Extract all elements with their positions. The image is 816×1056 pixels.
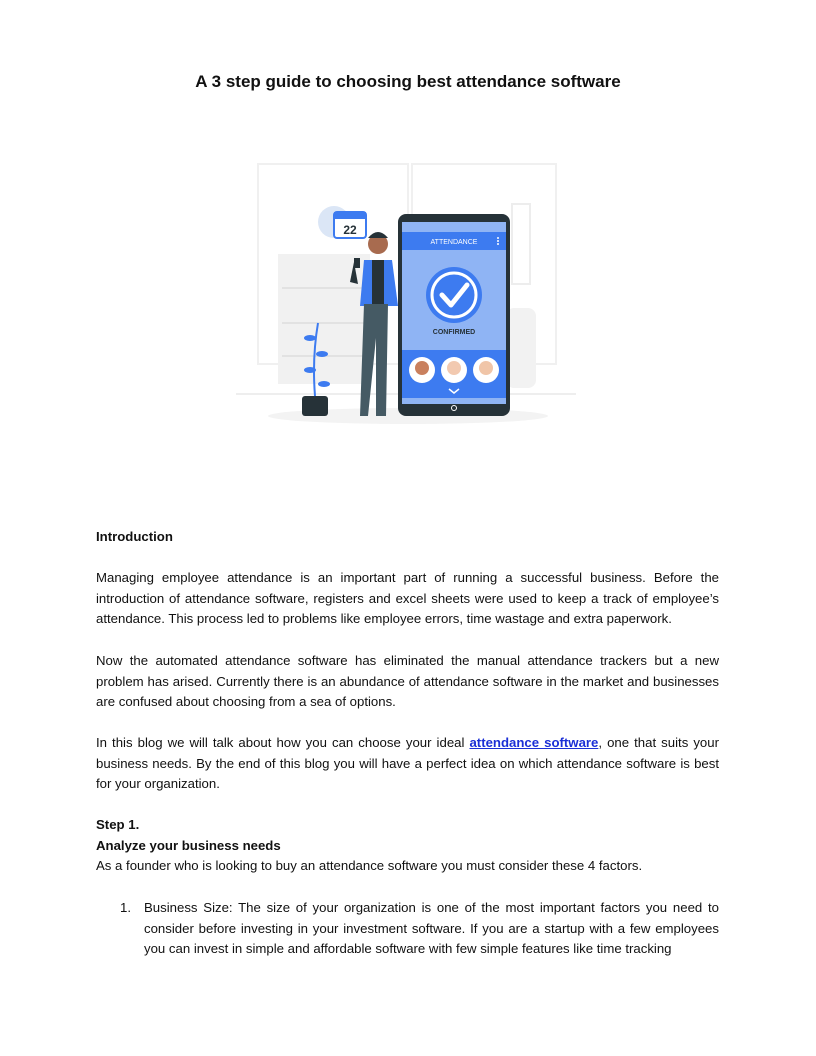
paragraph-1-text: Managing employee attendance is an important part of running a successful business. Before the introduction of attendance software, registers and excel sheets were used to keep a track of employee’s attendance. This process led to problems like employee errors, time wastage and extra paperwork. <box>96 570 719 627</box>
avatar-row <box>409 357 499 383</box>
paragraph-3-after: , one that suits your business needs. By the end of this blog you will have a perfect idea on which attendance software is best for your organization. <box>96 735 719 792</box>
attendance-software-link[interactable]: attendance software <box>469 735 599 750</box>
phone-header-label: ATTENDANCE <box>430 239 478 246</box>
intro-heading: Introduction <box>96 529 173 544</box>
attendance-illustration <box>226 158 590 438</box>
kebab-menu-icon <box>497 237 499 245</box>
paragraph-2 <box>96 651 719 713</box>
status-label: CONFIRMED <box>432 329 476 336</box>
intro-section <box>96 527 719 548</box>
step-1-heading: Step 1. <box>96 817 140 832</box>
paragraph-3 <box>96 733 719 795</box>
paragraph-1 <box>96 568 719 630</box>
phone-mockup <box>398 214 510 416</box>
factors-list <box>96 898 719 960</box>
check-circle-icon <box>426 267 482 323</box>
paragraph-2-text: Now the automated attendance software has eliminated the manual attendance trackers but a new problem has arised. Currently there is an abundance of attendance software in the market and businesses are confused about choosing from a sea of options. <box>96 653 719 710</box>
step-1-section <box>96 815 719 877</box>
paragraph-3-before: In this blog we will talk about how you can choose your ideal <box>96 735 470 750</box>
paragraph-3-text <box>96 733 719 795</box>
list-item-number: 1. <box>120 900 131 915</box>
step-1-intro: As a founder who is looking to buy an attendance software you must consider these 4 factors. <box>96 858 643 874</box>
page-title: A 3 step guide to choosing best attendance software <box>195 72 621 91</box>
step-1-subheading: Analyze your business needs <box>96 837 281 853</box>
list-item <box>96 898 719 960</box>
list-item-text: Business Size: The size of your organization is one of the most important factors you need to consider before investing in your investment software. If you are a startup with a few employees you can invest in simple and affordable software with few simple features like time tracking <box>144 900 719 957</box>
calendar-day: 22 <box>343 223 357 237</box>
calendar-icon <box>318 206 366 238</box>
